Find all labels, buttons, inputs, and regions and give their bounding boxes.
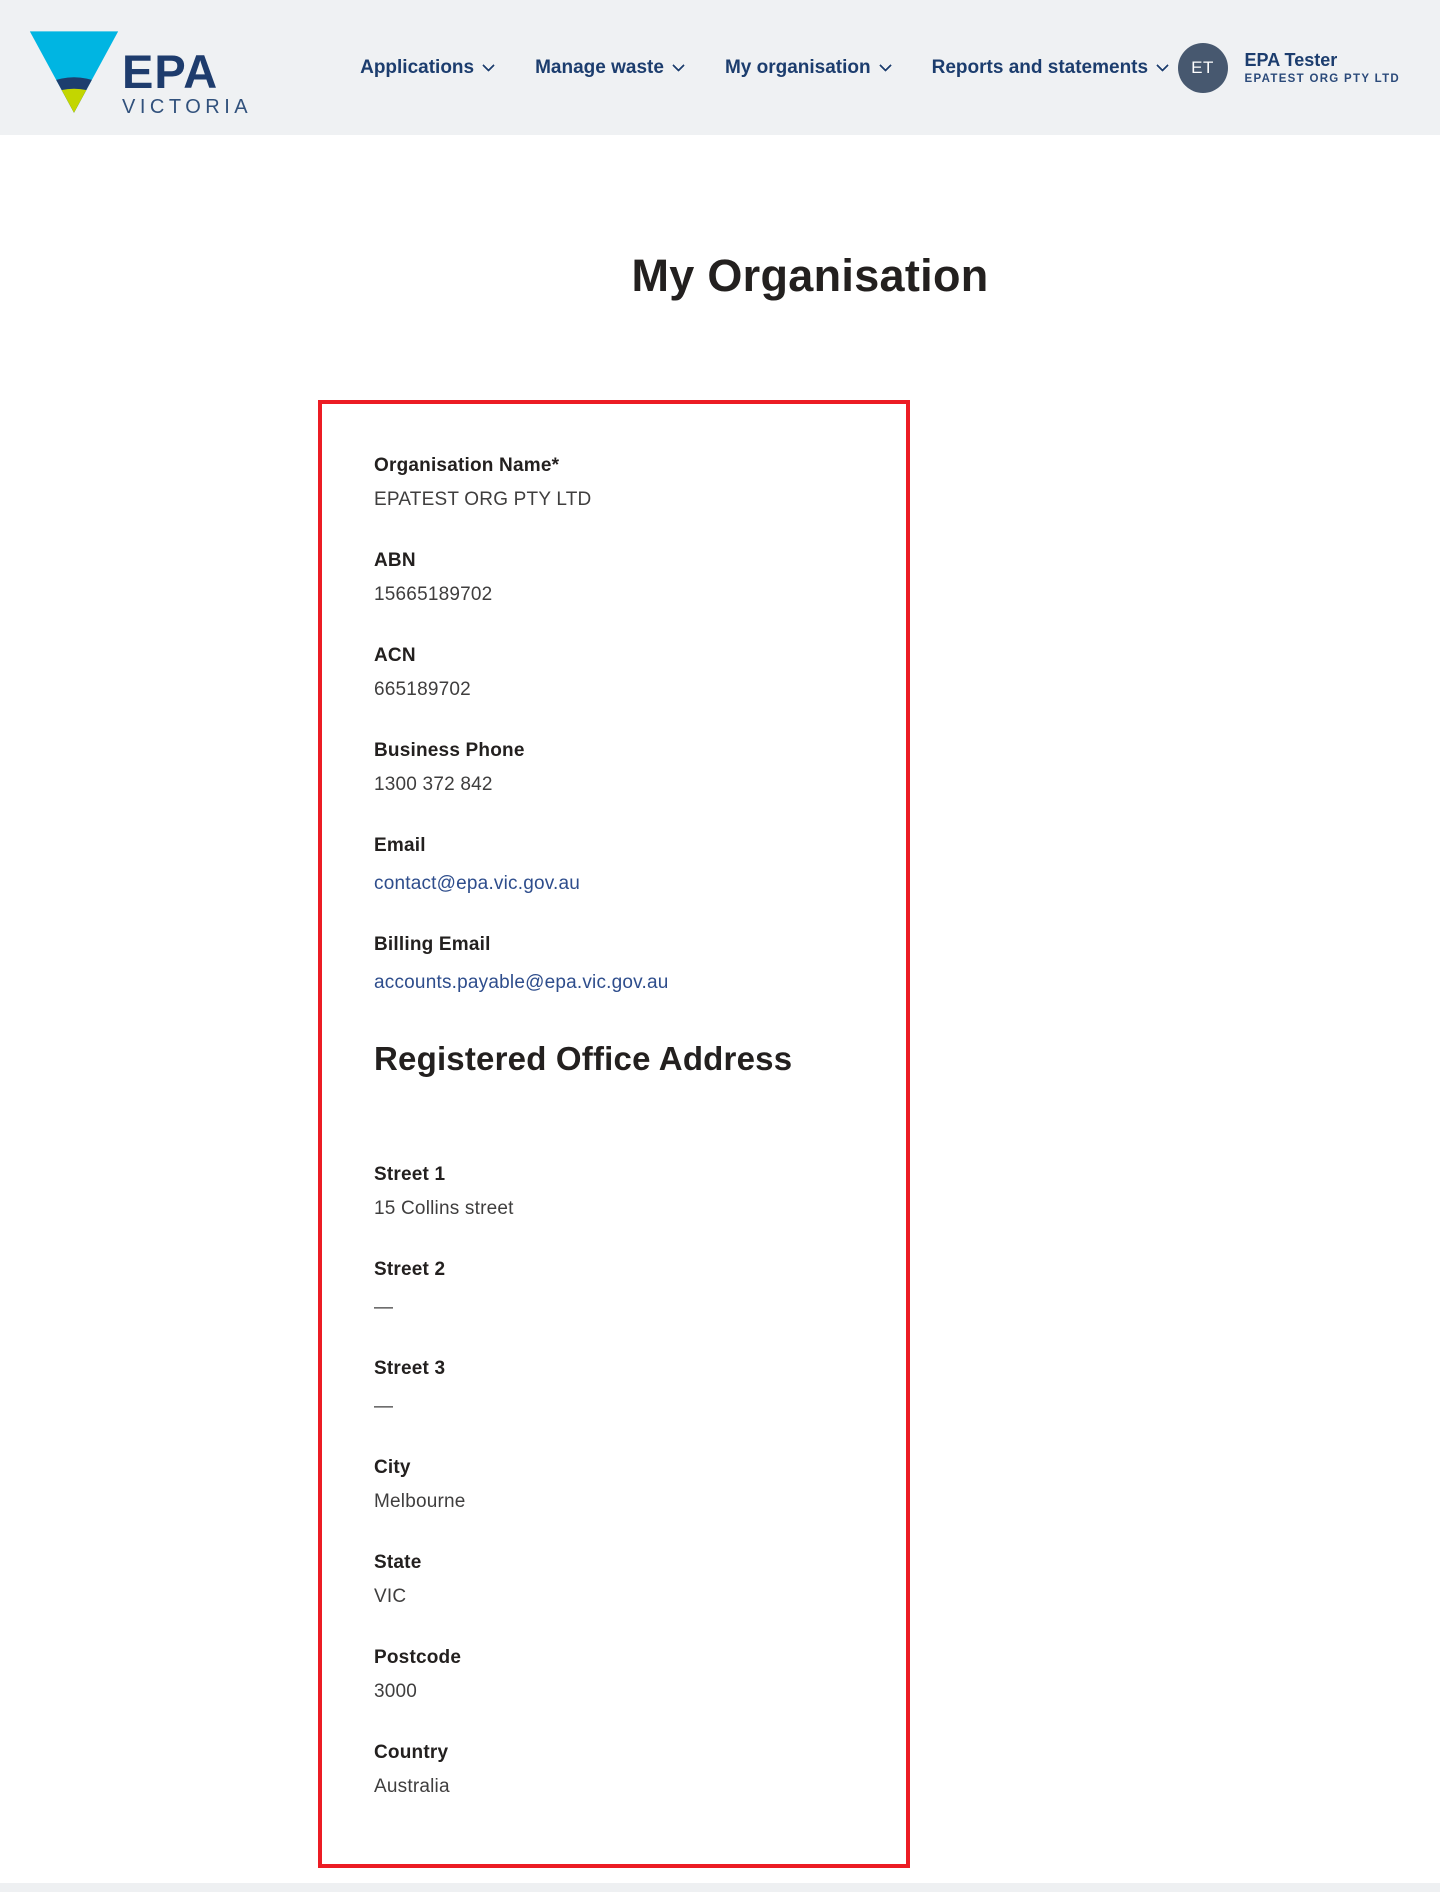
chevron-down-icon: [879, 59, 892, 72]
field-value: Melbourne: [374, 1491, 466, 1512]
field-label: Street 1: [374, 1164, 446, 1185]
field-country: [374, 1741, 866, 1799]
field-value: 15 Collins street: [374, 1198, 514, 1219]
chevron-down-icon: [672, 59, 685, 72]
field-label: Street 2: [374, 1259, 446, 1280]
avatar[interactable]: ET: [1178, 43, 1228, 93]
nav-item-reports-and-statements[interactable]: [932, 57, 1167, 79]
user-organisation: EPATEST ORG PTY LTD: [1244, 72, 1400, 85]
field-street-1: [374, 1163, 866, 1221]
field-value: 15665189702: [374, 584, 493, 605]
field-value: VIC: [374, 1586, 407, 1607]
footer-top-edge: [0, 1883, 1440, 1892]
organisation-details-highlight-box: [318, 400, 910, 1868]
field-postcode: [374, 1646, 866, 1704]
field-label: ACN: [374, 645, 416, 666]
top-navigation-bar: [0, 0, 1440, 135]
nav-item-manage-waste[interactable]: [535, 57, 683, 79]
field-organisation-name: [374, 454, 866, 512]
field-value: —: [374, 1396, 394, 1417]
field-email: [374, 834, 866, 896]
user-account-menu[interactable]: [1178, 43, 1400, 93]
nav-item-applications[interactable]: [360, 57, 493, 79]
field-label: Organisation Name*: [374, 455, 560, 476]
user-name: EPA Tester: [1244, 49, 1338, 70]
field-state: [374, 1551, 866, 1609]
field-value: —: [374, 1297, 394, 1318]
field-value: 665189702: [374, 679, 471, 700]
field-value: Australia: [374, 1776, 450, 1797]
email-link[interactable]: contact@epa.vic.gov.au: [374, 873, 581, 894]
field-city: [374, 1456, 866, 1514]
nav-item-my-organisation[interactable]: [725, 57, 890, 79]
field-label: City: [374, 1457, 411, 1478]
field-value: 3000: [374, 1681, 418, 1702]
field-acn: [374, 644, 866, 702]
logo-victoria-text: VICTORIA: [122, 96, 253, 118]
logo-epa-text: EPA: [122, 45, 219, 98]
main-content: [0, 248, 1440, 1868]
field-value: EPATEST ORG PTY LTD: [374, 489, 592, 510]
nav-item-label: Applications: [360, 56, 475, 78]
nav-item-label: My organisation: [724, 56, 871, 78]
field-abn: [374, 549, 866, 607]
field-street-3: [374, 1357, 866, 1419]
field-label: Billing Email: [374, 934, 491, 955]
field-label: Country: [374, 1742, 449, 1763]
epa-triangle-logo-icon: [28, 28, 120, 121]
registered-office-address-heading: Registered Office Address: [374, 1040, 793, 1077]
chevron-down-icon: [1156, 59, 1169, 72]
nav-item-label: Manage waste: [535, 56, 664, 78]
nav-item-label: Reports and statements: [931, 56, 1149, 78]
field-street-2: [374, 1258, 866, 1320]
epa-victoria-logo[interactable]: [28, 28, 252, 121]
field-label: Business Phone: [374, 740, 525, 761]
field-label: Postcode: [374, 1647, 462, 1668]
field-billing-email: [374, 933, 866, 995]
field-label: State: [374, 1552, 422, 1573]
page-title: My Organisation: [631, 250, 989, 301]
billing-email-link[interactable]: accounts.payable@epa.vic.gov.au: [374, 972, 669, 993]
chevron-down-icon: [482, 59, 495, 72]
field-label: Street 3: [374, 1358, 446, 1379]
field-label: Email: [374, 835, 426, 856]
field-label: ABN: [374, 550, 416, 571]
main-nav: [360, 57, 1167, 79]
field-value: 1300 372 842: [374, 774, 493, 795]
field-business-phone: [374, 739, 866, 797]
